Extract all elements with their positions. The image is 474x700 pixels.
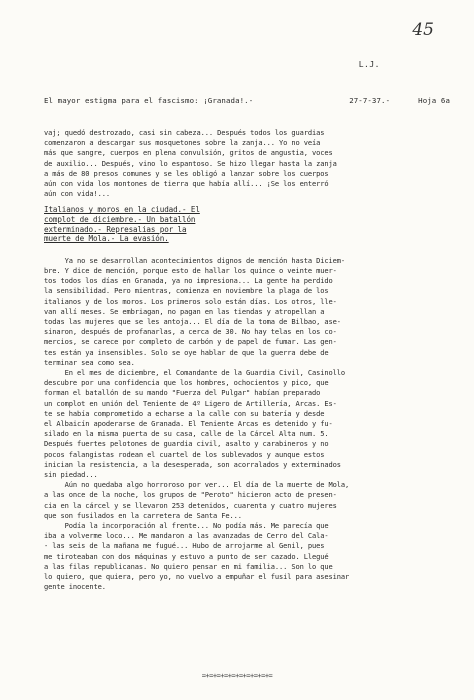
text-line: exterminado.- Represalias por la: [44, 224, 187, 234]
text-line: gente inocente.: [44, 582, 106, 592]
document-body: [44, 128, 454, 593]
text-line: te se había comprometido a echarse a la calle con su batería y desde: [44, 408, 325, 418]
paragraph-complot: [44, 368, 454, 480]
text-line: Italianos y moros en la ciudad.- El: [44, 205, 200, 215]
text-line: todas las mujeres que se les antoja... El día de la toma de Bilbao, ase-: [44, 317, 341, 327]
text-line: Aún no quedaba algo horroroso por ver... El día de la muerte de Mola,: [44, 480, 350, 490]
text-line: sinaron, después de profanarlas, a cerca de 30. No hay telas en los co-: [44, 327, 337, 337]
text-line: a las filas republicanas. No quiero pensar en mi familia... Son lo que: [44, 561, 333, 571]
text-line: aún con vida los montones de tierra que había allí... ¡Se los enterró: [44, 179, 329, 189]
text-line: la sensibilidad. Pero mientras, comienza en noviembre la plaga de los: [44, 286, 329, 296]
text-line: sin piedad...: [44, 470, 98, 480]
intro-paragraph: [44, 128, 454, 199]
text-line: forman el batallón de su mando "Fuerza del Pulgar" habían preparado: [44, 388, 321, 398]
page-number: 45: [412, 20, 434, 40]
text-line: lo quiero, que quiera, pero yo, no vuelvo a empuñar el fusil para asesinar: [44, 572, 350, 582]
text-line: descubre por una confidencia que los hombres, ochocientos y pico, que: [44, 378, 329, 388]
text-line: que son fusilados en la carretera de Santa Fe...: [44, 510, 242, 520]
text-line: me tiroteaban con dos máquinas y estuvo a punto de ser cazado. Llegué: [44, 551, 329, 561]
paragraph-mola: [44, 480, 454, 521]
header-date: 27-7-37.-: [349, 96, 391, 105]
text-line: tes están ya insensibles. Solo se oye hablar de que la guerra debe de: [44, 347, 329, 357]
text-line: muerte de Mola.- La evasión.: [44, 234, 169, 244]
running-header: [44, 96, 450, 105]
text-line: italianos y de los moros. Los primeros solo están días. Los otros, lle-: [44, 296, 337, 306]
paragraph-evasion: [44, 521, 454, 592]
text-line: más que sangre, cuerpos en plena convulsión, gritos de angustia, voces: [44, 148, 333, 158]
text-line: mercios, se carece por completo de carbón y de papel de fumar. Las gen-: [44, 337, 337, 347]
text-line: Ya no se desarrollan acontecimientos dignos de mención hasta Diciem-: [44, 255, 345, 265]
author-initials: L.J.: [358, 60, 380, 69]
text-line: inician la resistencia, a la desesperada, son acorralados y exterminados: [44, 459, 341, 469]
section-heading: [44, 205, 454, 243]
text-line: van allí meses. Se embriagan, no pagan en las tiendas y atropellan a: [44, 306, 325, 316]
header-sheet-number: Hoja 6a: [418, 96, 450, 105]
text-line: complot de diciembre.- Un batallón: [44, 215, 196, 225]
text-line: Podía la incorporación al frente... No podía más. Me parecía que: [44, 521, 329, 531]
text-line: silado en la misma puerta de su casa, calle de la Cárcel Alta num. 5.: [44, 429, 329, 439]
header-title: El mayor estigma para el fascismo: ¡Granada!.-: [44, 96, 254, 105]
text-line: de auxilio... Después, vino lo espantoso. Se hizo llegar hasta la zanja: [44, 158, 337, 168]
text-line: pocos falangistas rodean el cuartel de los sublevados y aunque estos: [44, 449, 325, 459]
text-line: - las seis de la mañana me fugué... Hubo de arrojarme al Genil, pues: [44, 541, 325, 551]
text-line: aún con vida!...: [44, 189, 110, 199]
text-line: terminar sea como sea.: [44, 357, 135, 367]
end-divider: =+=+=+=+=+=+=+=+=+=: [201, 672, 273, 680]
text-line: a más de 80 presos comunes y se les obligó a lanzar sobre los cuerpos: [44, 168, 329, 178]
text-line: Después fuertes pelotones de guardia civil, asalto y carabineros y no: [44, 439, 329, 449]
text-line: el Albaicín apoderarse de Granada. El Teniente Arcas es detenido y fu-: [44, 419, 333, 429]
paragraph-december: [44, 256, 454, 368]
text-line: cia en la cárcel y se llevaron 253 detenidos, cuarenta y cuatro mujeres: [44, 500, 337, 510]
text-line: vaj; quedó destrozado, casi sin cabeza... Después todos los guardias: [44, 128, 325, 137]
text-line: tos todos los días en Granada, ya no impresiona... La gente ha perdido: [44, 276, 333, 286]
text-line: En el mes de diciembre, el Comandante de la Guardia Civil, Casinollo: [44, 368, 345, 378]
text-line: iba a volverme loco... Me mandaron a las avanzadas de Cerro del Cala-: [44, 531, 329, 541]
text-line: comenzaron a descargar sus mosquetones sobre la zanja... Yo no veía: [44, 138, 321, 148]
text-line: bre. Y dice de mención, porque esto de hallar los quince o veinte muer-: [44, 266, 337, 275]
text-line: a las once de la noche, los grupos de "Peroto" hicieron acto de presen-: [44, 490, 337, 500]
text-line: un complot en unión del Teniente de 4º Ligero de Artillería, Arcas. Es-: [44, 398, 337, 408]
